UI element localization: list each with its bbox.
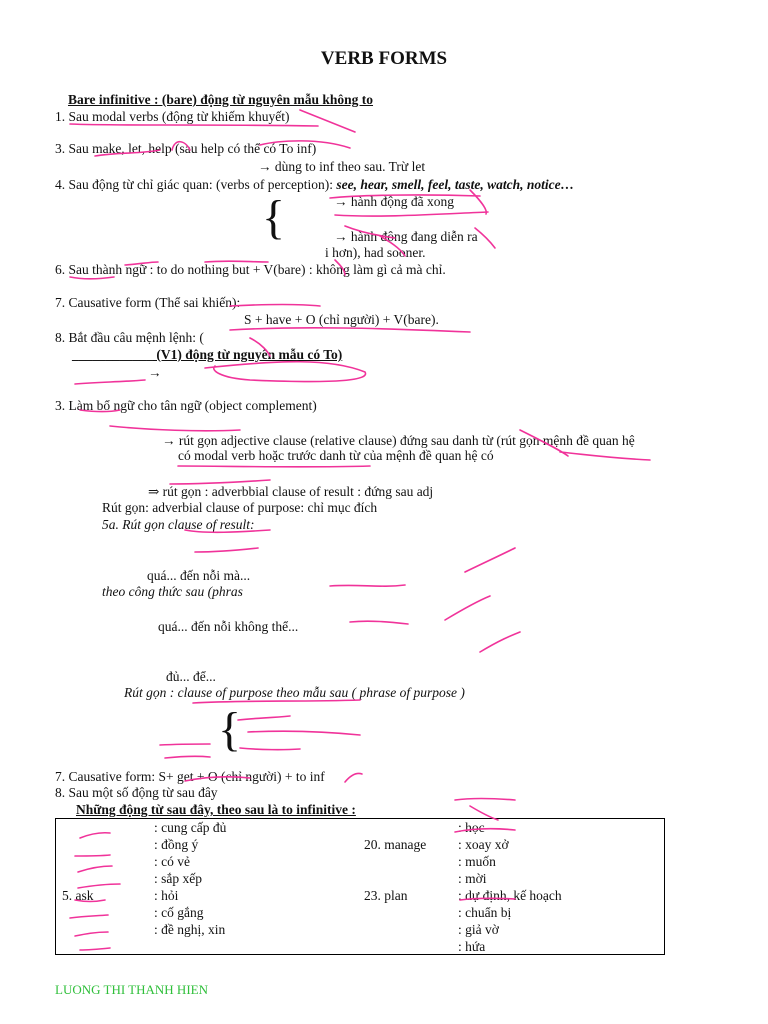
table-gloss: : chuẩn bị [458,905,512,920]
table-gloss: : giả vờ [458,922,499,937]
object-complement: 3. Làm bổ ngữ cho tân ngữ (object complement) [55,398,317,413]
pen-stroke [300,110,355,132]
reduce-adjective-clause: → rút gọn adjective clause (relative clause) đứng sau danh từ (rút gọn mệnh đề quan hệ [162,433,635,448]
purpose-brace: { [218,703,242,756]
formula-phrase: theo công thức sau (phras [102,584,243,599]
arrow-line: → [148,365,162,380]
table-gloss: : đề nghị, xin [154,922,226,937]
table-heading: Những động từ sau đây, theo sau là to infinitive : [76,802,356,817]
pen-stroke [230,305,320,307]
clause-of-purpose: Rút gọn : clause of purpose theo mẫu sau ( phrase of purpose ) [124,685,465,700]
clause-of-result: 5a. Rút gọn clause of result: [102,517,255,532]
rule-modal-verbs: 1. Sau modal verbs (động từ khiếm khuyết) [55,109,290,124]
pen-stroke [560,452,650,460]
pen-stroke [160,744,210,745]
rule-perception [55,177,574,193]
pen-stroke [240,748,300,750]
causative-get: 7. Causative form: S+ get + O (chỉ người) + to inf [55,769,325,784]
table-verb: 23. plan [364,888,408,903]
page-title: VERB FORMS [320,48,448,69]
rule-imperative: 8. Bắt đầu câu mệnh lệnh: ( [55,330,204,345]
pen-stroke [110,426,240,431]
v1-heading [72,347,342,363]
pen-stroke [205,362,366,382]
table-gloss: : cố gắng [154,905,204,920]
v1-blank: ____________ [72,347,153,362]
reduce-result: ⇒ rút gọn : adverbbial clause of result : đứng sau adj [148,484,434,499]
table-gloss: : xoay xở [458,837,509,852]
rule-to-inf-note: → dùng to inf theo sau. Trừ let [258,159,426,174]
pen-stroke [445,596,490,620]
pen-stroke [238,716,290,720]
pen-stroke [480,632,520,652]
pen-stroke [248,731,360,735]
bare-infinitive-heading: Bare infinitive : (bare) động từ nguyên mẫu không to [68,92,374,107]
table-gloss: : cung cấp đủ [154,820,227,835]
perception-prefix: 4. Sau động từ chỉ giác quan: (verbs of perception): [55,177,337,192]
rule-causative: 7. Causative form (Thể sai khiến): [55,295,241,310]
verb-table [55,818,665,955]
table-gloss: : hứa [458,939,486,954]
v1-title: (V1) động từ nguyên mẫu có To) [153,347,343,362]
rule-idiom: 6. Sau thành ngữ : to do nothing but + V(bare) : không làm gì cả mà chỉ. [55,262,446,277]
following-verbs: 8. Sau một số động từ sau đây [55,785,218,800]
table-verb: 20. manage [364,837,427,852]
reduce-purpose: Rút gọn: adverbial clause of purpose: chỉ mục đích [102,500,378,515]
pen-stroke [470,190,486,214]
table-gloss: : muốn [458,854,496,869]
causative-formula: S + have + O (chỉ người) + V(bare). [244,312,439,327]
table-gloss: : sắp xếp [154,871,202,886]
table-gloss: : đồng ý [154,837,199,852]
left-brace: { [262,191,286,244]
pen-stroke [178,466,370,467]
table-gloss: : học [458,820,485,835]
too-cannot: quá... đến nỗi không thể... [158,619,299,634]
pen-stroke [330,585,405,586]
had-sooner-line: i hơn), had sooner. [325,245,426,260]
completed-action: → hành động đã xong [334,194,454,209]
too-so-that: quá... đến nỗi mà... [147,568,251,583]
table-gloss: : hỏi [154,888,179,903]
pen-stroke [475,228,495,248]
pen-stroke [465,548,515,572]
pen-stroke [75,380,145,384]
perception-verbs: see, hear, smell, feel, taste, watch, notice… [336,177,575,192]
pen-stroke [230,328,470,332]
pen-stroke [455,799,515,801]
table-gloss: : có vẻ [154,854,190,869]
pen-stroke [350,621,408,624]
table-gloss: : mời [458,871,487,886]
ongoing-action: → hành động đang diễn ra [334,229,478,244]
rule-make-let-help: 3. Sau make, let, help (sau help có thể có To inf) [55,141,317,156]
table-verb: 5. ask [62,888,94,903]
author-footer: LUONG THI THANH HIEN [55,982,208,997]
table-gloss: : dự định, kế hoạch [458,888,562,903]
pen-stroke [345,773,362,782]
pen-stroke [335,212,488,216]
reduce-adjective-clause-2: có modal verb hoặc trước danh từ của mệnh đề quan hệ có [178,448,494,463]
pen-stroke [195,548,258,552]
enough-to: đủ... để... [166,669,216,684]
pen-stroke [165,756,210,758]
